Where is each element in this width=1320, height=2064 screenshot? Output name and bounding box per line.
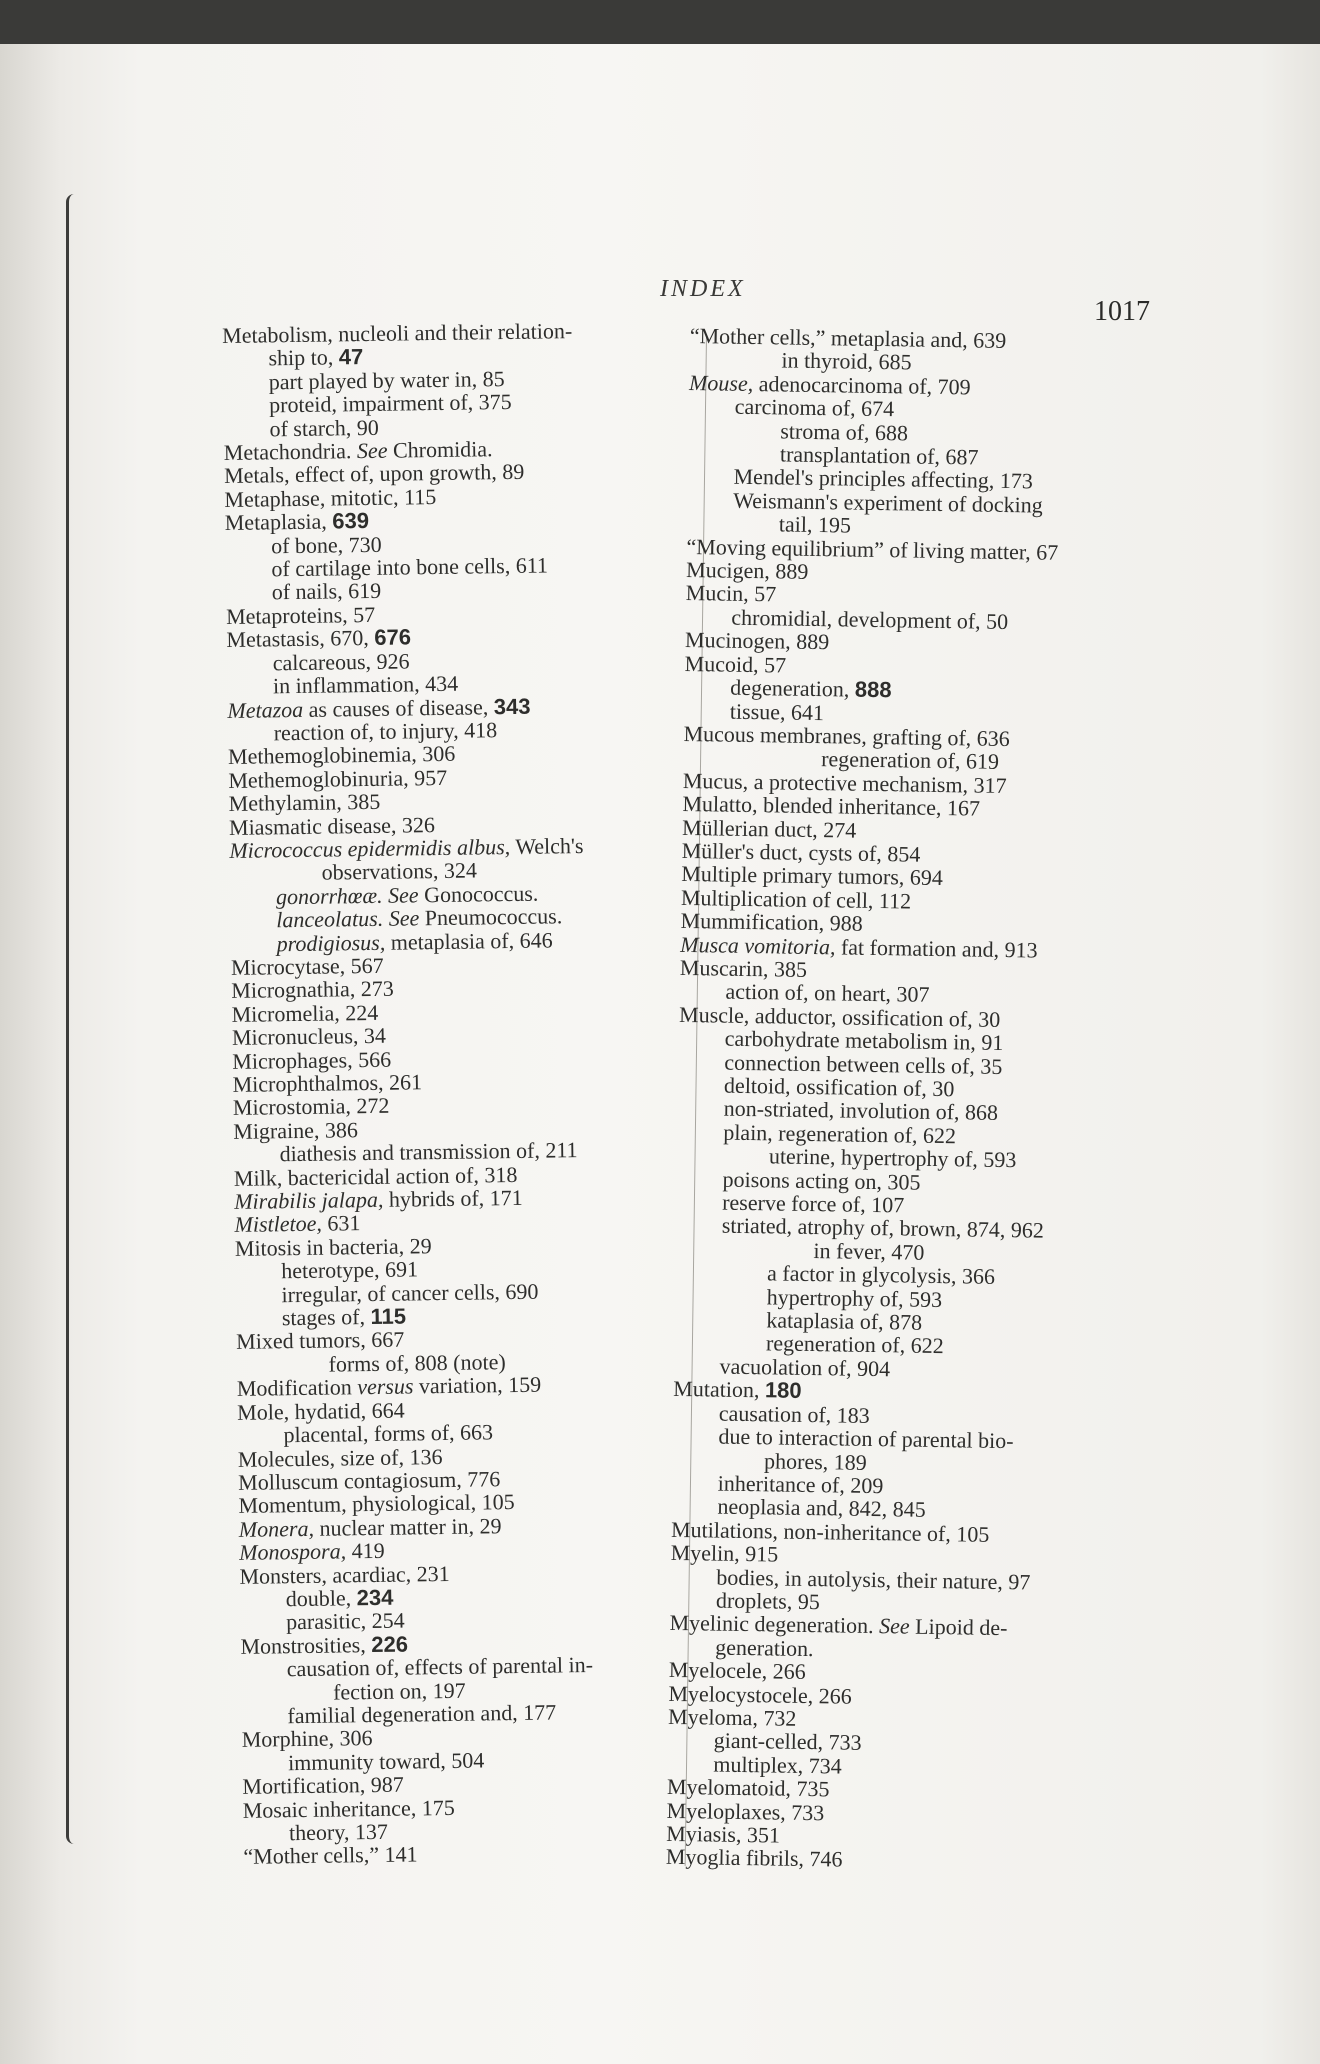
index-entry: causation of, 183 — [718, 1400, 870, 1428]
index-entry: inheritance of, 209 — [717, 1470, 884, 1499]
index-entry: multiplex, 734 — [713, 1751, 842, 1779]
index-entry: Myiasis, 351 — [666, 1820, 781, 1848]
index-entry: tissue, 641 — [729, 698, 825, 725]
index-entry: in fever, 470 — [813, 1237, 925, 1265]
index-entry: theory, 137 — [288, 1818, 389, 1846]
index-entry: Mucinogen, 889 — [684, 627, 830, 655]
index-entry: bodies, in autolysis, their nature, 97 — [716, 1564, 1031, 1595]
index-entry: hypertrophy of, 593 — [766, 1283, 943, 1312]
index-entry: Müller's duct, cysts of, 854 — [681, 837, 921, 867]
index-entry: giant-celled, 733 — [713, 1727, 862, 1756]
index-entry: Musca vomitoria, fat formation and, 913 — [680, 931, 1038, 963]
index-entry: phores, 189 — [763, 1447, 868, 1475]
index-entry: Microphages, 566 — [232, 1046, 392, 1074]
index-entry: tail, 195 — [778, 511, 852, 538]
index-entry: Monstrosities, 226 — [240, 1631, 409, 1659]
running-head — [0, 276, 1320, 327]
index-entry: action of, on heart, 307 — [725, 979, 930, 1008]
index-entry: chromidial, development of, 50 — [731, 604, 1009, 634]
index-entry: Mitosis in bacteria, 29 — [234, 1233, 432, 1261]
index-entry: Metaproteins, 57 — [225, 601, 376, 629]
index-entry: generation. — [715, 1634, 814, 1661]
index-entry: Metaplasia, 639 — [224, 508, 370, 536]
index-entry: diathesis and transmission of, 211 — [279, 1137, 578, 1167]
index-entry: Methemoglobinemia, 306 — [227, 741, 456, 770]
index-entry: of starch, 90 — [269, 414, 379, 441]
index-entry: Methylamin, 385 — [228, 788, 381, 817]
index-entry: non-striated, involution of, 868 — [723, 1096, 999, 1126]
index-entry: heterotype, 691 — [281, 1256, 419, 1284]
index-entry: irregular, of cancer cells, 690 — [281, 1278, 539, 1307]
index-entry: Multiplication of cell, 112 — [680, 884, 912, 914]
index-entry: Mixed tumors, 667 — [236, 1327, 405, 1355]
index-entry: immunity toward, 504 — [287, 1747, 485, 1775]
index-entry: due to interaction of parental bio- — [718, 1423, 1014, 1454]
index-entry: Multiple primary tumors, 694 — [681, 861, 944, 891]
index-entry: Mosaic inheritance, 175 — [242, 1794, 455, 1823]
index-entry: Myeloplaxes, 733 — [666, 1797, 825, 1825]
index-column-left — [222, 317, 724, 1868]
index-entry: prodigiosus, metaplasia of, 646 — [276, 927, 553, 956]
index-entry: forms of, 808 (note) — [328, 1349, 506, 1377]
index-entry: Muscle, adductor, ossification of, 30 — [678, 1001, 1001, 1032]
index-entry: double, 234 — [285, 1584, 394, 1612]
index-entry: stages of, 115 — [281, 1303, 407, 1331]
index-entry: carcinoma of, 674 — [734, 393, 895, 422]
index-entry: regeneration of, 622 — [765, 1330, 944, 1359]
index-entry: vacuolation of, 904 — [719, 1353, 891, 1382]
index-entry: Monospora, 419 — [238, 1537, 385, 1566]
index-entry: Myelin, 915 — [670, 1539, 779, 1567]
index-entry: Microstomia, 272 — [232, 1093, 390, 1121]
index-entry: Muscarin, 385 — [679, 954, 808, 982]
index-entry: Morphine, 306 — [241, 1725, 373, 1753]
index-entry: neoplasia and, 842, 845 — [717, 1493, 926, 1523]
index-entry: lanceolatus. See Pneumococcus. — [276, 903, 563, 933]
index-entry: Mucous membranes, grafting of, 636 — [683, 720, 1010, 751]
page-number: 1017 — [1094, 296, 1150, 327]
index-entry: kataplasia of, 878 — [766, 1307, 923, 1335]
index-entry: Metals, effect of, upon growth, 89 — [223, 459, 525, 489]
index-entry: Mulatto, blended inheritance, 167 — [682, 791, 981, 821]
index-entry: Mummification, 988 — [680, 908, 863, 936]
index-entry: Mucigen, 889 — [685, 557, 809, 584]
index-entry: Mutation, 180 — [673, 1376, 802, 1404]
index-entry: droplets, 95 — [715, 1587, 821, 1615]
index-entry: gonorrhœæ. See Gonococcus. — [275, 880, 539, 910]
index-entry: proteid, impairment of, 375 — [268, 389, 512, 418]
index-entry: Micrognathia, 273 — [231, 976, 395, 1004]
index-entry: calcareous, 926 — [272, 648, 410, 676]
index-entry: reaction of, to injury, 418 — [273, 717, 498, 746]
index-entry: Myelomatoid, 735 — [666, 1774, 830, 1802]
book-page — [0, 44, 1320, 2064]
index-entry: “Moving equilibrium” of living matter, 67 — [686, 533, 1059, 565]
index-entry: Methemoglobinuria, 957 — [228, 764, 448, 793]
index-entry: Micrococcus epidermidis albus, Welch's — [229, 832, 584, 863]
index-entry: striated, atrophy of, brown, 874, 962 — [721, 1213, 1044, 1244]
index-entry: Monsters, acardiac, 231 — [239, 1560, 450, 1589]
index-entry: Mole, hydatid, 664 — [237, 1397, 405, 1425]
page-binding-edge — [66, 194, 89, 1844]
index-entry: Monera, nuclear matter in, 29 — [238, 1512, 502, 1542]
index-entry: poisons acting on, 305 — [722, 1166, 921, 1195]
index-entry: in inflammation, 434 — [272, 670, 459, 699]
index-entry: Micromelia, 224 — [231, 999, 379, 1027]
index-entry: Mouse, adenocarcinoma of, 709 — [688, 369, 971, 400]
index-entry: Metastasis, 670, 676 — [226, 624, 412, 653]
index-entry: fection on, 197 — [332, 1677, 466, 1705]
index-entry: Mendel's principles affecting, 173 — [733, 464, 1034, 494]
index-entry: Miasmatic disease, 326 — [228, 811, 436, 840]
index-entry: Mucoid, 57 — [684, 650, 787, 678]
index-entry: uterine, hypertrophy of, 593 — [768, 1143, 1017, 1173]
index-entry: Molluscum contagiosum, 776 — [237, 1466, 501, 1495]
index-entry: carbohydrate metabolism in, 91 — [724, 1025, 1004, 1056]
index-entry: Mucin, 57 — [685, 580, 777, 607]
index-entry: Myelocele, 266 — [668, 1656, 806, 1685]
index-entry: Molecules, size of, 136 — [237, 1443, 443, 1472]
index-entry: Metachondria. See Chromidia. — [223, 436, 493, 466]
index-entry: Müllerian duct, 274 — [681, 814, 857, 843]
index-entry: Mirabilis jalapa, hybrids of, 171 — [234, 1184, 523, 1214]
index-entry: Microphthalmos, 261 — [232, 1069, 423, 1097]
index-entry: stroma of, 688 — [780, 418, 909, 446]
index-entry: parasitic, 254 — [285, 1607, 405, 1635]
index-entry: Myelinic degeneration. See Lipoid de- — [669, 1610, 1008, 1641]
index-entry: connection between cells of, 35 — [724, 1049, 1003, 1079]
index-entry: regeneration of, 619 — [820, 746, 1000, 775]
index-entry: familial degeneration and, 177 — [287, 1699, 557, 1729]
index-entry: part played by water in, 85 — [268, 365, 505, 395]
index-entry: Mistletoe, 631 — [234, 1210, 361, 1238]
index-entry: “Mother cells,” metaplasia and, 639 — [689, 323, 1007, 353]
index-column-right — [666, 324, 1150, 1876]
index-entry: of bone, 730 — [270, 531, 382, 558]
index-entry: plain, regeneration of, 622 — [723, 1119, 957, 1149]
index-entry: Metaphase, mitotic, 115 — [224, 483, 437, 512]
index-entry: “Mother cells,” 141 — [243, 1841, 418, 1870]
running-head-title: INDEX — [660, 276, 746, 302]
index-entry: degeneration, 888 — [730, 674, 892, 703]
index-entry: a factor in glycolysis, 366 — [766, 1260, 996, 1290]
index-entry: Myoglia fibrils, 746 — [665, 1844, 843, 1872]
index-entry: Milk, bactericidal action of, 318 — [233, 1161, 518, 1191]
index-entry: Metabolism, nucleoli and their relation- — [221, 318, 573, 348]
index-entry: Metazoa as causes of disease, 343 — [227, 693, 531, 723]
index-entry: of nails, 619 — [271, 578, 382, 605]
index-entry: Myelocystocele, 266 — [668, 1680, 852, 1709]
index-entry: reserve force of, 107 — [722, 1189, 905, 1218]
index-entry: Migraine, 386 — [233, 1116, 359, 1144]
index-entry: Micronucleus, 34 — [231, 1022, 387, 1051]
index-entry: deltoid, ossification of, 30 — [723, 1072, 955, 1102]
index-entry: Mortification, 987 — [242, 1771, 404, 1800]
index-entry: ship to, 47 — [268, 344, 364, 371]
index-entry: Myeloma, 732 — [667, 1703, 797, 1731]
index-entry: placental, forms of, 663 — [283, 1419, 494, 1448]
index-entry: in thyroid, 685 — [781, 347, 912, 375]
index-entry: Mutilations, non-inheritance of, 105 — [670, 1516, 990, 1547]
index-entry: Momentum, physiological, 105 — [238, 1489, 515, 1519]
index-entry: Weismann's experiment of docking — [733, 487, 1043, 518]
index-entry: causation of, effects of parental in- — [286, 1652, 594, 1682]
index-entry: observations, 324 — [321, 857, 478, 886]
index-entry: Modification versus variation, 159 — [236, 1371, 542, 1402]
index-entry: of cartilage into bone cells, 611 — [271, 552, 549, 582]
index-entry: Mucus, a protective mechanism, 317 — [682, 767, 1007, 798]
index-entry: transplantation of, 687 — [779, 441, 979, 470]
index-entry: Microcytase, 567 — [230, 952, 384, 980]
